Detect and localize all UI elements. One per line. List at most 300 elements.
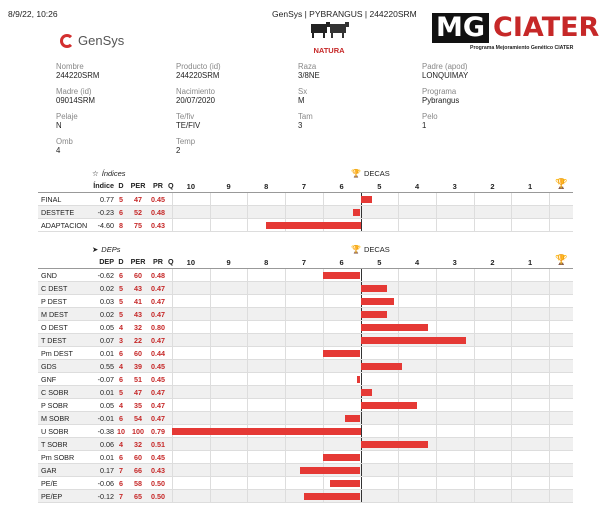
deca-value: 6 (119, 207, 123, 217)
grid-line (474, 219, 475, 231)
grid-line (247, 490, 248, 502)
print-date: 8/9/22, 10:26 (8, 9, 58, 19)
grid-line (210, 295, 211, 307)
grid-line (172, 399, 173, 411)
grid-line (210, 206, 211, 218)
deca-value: 3 (119, 335, 123, 345)
deca-bar (361, 298, 395, 305)
info-label: Nacimiento (176, 87, 215, 96)
grid-line (474, 321, 475, 333)
precision-value: 0.45 (151, 361, 165, 371)
grid-line (210, 438, 211, 450)
deca-value: 4 (119, 322, 123, 332)
deca-label: 5 (377, 182, 382, 191)
trait-name: PE/E (41, 478, 58, 488)
precision-value: 0.47 (151, 413, 165, 423)
deca-value: 5 (119, 309, 123, 319)
grid-line (474, 206, 475, 218)
info-value: M (298, 96, 305, 105)
star-icon: ☆ (92, 169, 99, 178)
grid-line (511, 308, 512, 320)
precision-value: 0.50 (151, 478, 165, 488)
trait-value: -0.12 (97, 491, 114, 501)
grid-line (285, 490, 286, 502)
deca-value: 6 (119, 374, 123, 384)
grid-line (436, 464, 437, 476)
grid-line (361, 269, 362, 281)
grid-line (210, 386, 211, 398)
deca-label: 10 (186, 182, 196, 191)
grid-line (398, 425, 399, 437)
grid-line (511, 425, 512, 437)
grid-line (172, 334, 173, 346)
info-value: 20/07/2020 (176, 96, 216, 105)
info-field (176, 87, 215, 105)
table-row (38, 219, 573, 232)
precision-value: 0.47 (151, 296, 165, 306)
deca-label: 3 (452, 182, 457, 191)
grid-line (172, 308, 173, 320)
grid-line (247, 347, 248, 359)
grid-line (361, 373, 362, 385)
grid-line (172, 321, 173, 333)
info-field (422, 62, 468, 80)
trait-value: 0.02 (100, 283, 114, 293)
trait-value: -0.06 (97, 478, 114, 488)
grid-line (210, 412, 211, 424)
table-row (38, 269, 573, 282)
percentile-value: 35 (134, 400, 142, 410)
grid-line (436, 373, 437, 385)
info-value: LONQUIMAY (422, 71, 469, 80)
trait-value: 0.01 (100, 452, 114, 462)
grid-line (436, 308, 437, 320)
deca-bar (361, 402, 418, 409)
deps-decas-title: 🏆 DECAS (351, 245, 390, 254)
precision-value: 0.45 (151, 374, 165, 384)
tag-icon: ➤ (92, 245, 99, 254)
grid-line (511, 399, 512, 411)
grid-line (474, 269, 475, 281)
trait-value: 0.05 (100, 400, 114, 410)
grid-line (285, 206, 286, 218)
percentile-value: 32 (134, 439, 142, 449)
trophy-icon: 🏆 (555, 179, 568, 190)
info-field (422, 112, 438, 130)
percentile-value: 66 (134, 465, 142, 475)
info-value: TE/FIV (176, 121, 201, 130)
deca-label: 2 (490, 182, 495, 191)
info-field (298, 87, 307, 105)
deca-value: 7 (119, 491, 123, 501)
grid-line (323, 438, 324, 450)
grid-line (323, 206, 324, 218)
table-row (38, 347, 573, 360)
grid-line (210, 477, 211, 489)
column-header: Índice (93, 181, 114, 190)
grid-line (549, 438, 550, 450)
grid-line (549, 219, 550, 231)
grid-line (172, 451, 173, 463)
trait-name: P DEST (41, 296, 67, 306)
grid-line (285, 360, 286, 372)
grid-line (361, 219, 362, 231)
table-row (38, 386, 573, 399)
mg-tagline: Programa Mejoramiento Genético CIATER (470, 45, 574, 51)
deca-bar (361, 363, 402, 370)
precision-value: 0.45 (151, 452, 165, 462)
grid-line (474, 399, 475, 411)
table-row (38, 193, 573, 206)
grid-line (210, 282, 211, 294)
grid-line (549, 412, 550, 424)
table-row (38, 425, 573, 438)
grid-line (398, 219, 399, 231)
grid-line (210, 451, 211, 463)
grid-line (398, 193, 399, 205)
grid-line (247, 451, 248, 463)
deca-label: 9 (226, 182, 231, 191)
trait-name: T SOBR (41, 439, 68, 449)
grid-line (436, 425, 437, 437)
grid-line (549, 373, 550, 385)
grid-line (172, 477, 173, 489)
grid-line (549, 193, 550, 205)
percentile-value: 47 (134, 194, 142, 204)
grid-line (511, 347, 512, 359)
grid-line (247, 386, 248, 398)
trait-name: GNF (41, 374, 57, 384)
percentile-value: 100 (132, 426, 144, 436)
trait-value: 0.55 (100, 361, 114, 371)
precision-value: 0.80 (151, 322, 165, 332)
grid-line (474, 334, 475, 346)
table-row (38, 282, 573, 295)
grid-line (474, 373, 475, 385)
indices-decas-title: 🏆 DECAS (351, 169, 390, 178)
percentile-value: 60 (134, 452, 142, 462)
grid-line (474, 438, 475, 450)
table-row (38, 373, 573, 386)
grid-line (285, 438, 286, 450)
info-value: 1 (422, 121, 427, 130)
trait-name: M SOBR (41, 413, 70, 423)
trait-name: Pm SOBR (41, 452, 75, 462)
grid-line (247, 321, 248, 333)
grid-line (172, 282, 173, 294)
grid-line (511, 490, 512, 502)
grid-line (361, 451, 362, 463)
grid-line (285, 373, 286, 385)
grid-line (247, 308, 248, 320)
grid-line (436, 269, 437, 281)
grid-line (172, 386, 173, 398)
deca-bar (323, 350, 361, 357)
grid-line (511, 477, 512, 489)
info-field (298, 112, 313, 130)
deca-bar (361, 196, 372, 203)
info-label: Raza (298, 62, 317, 71)
grid-line (323, 373, 324, 385)
trait-value: 0.17 (100, 465, 114, 475)
precision-value: 0.47 (151, 335, 165, 345)
grid-line (247, 399, 248, 411)
grid-line (474, 308, 475, 320)
trait-name: T DEST (41, 335, 67, 345)
mg-logo-text: MG (432, 13, 489, 43)
info-field (56, 112, 78, 130)
natura-logo (308, 18, 350, 55)
deca-bar (304, 493, 361, 500)
grid-line (210, 321, 211, 333)
deca-label: 1 (528, 258, 533, 267)
grid-line (549, 321, 550, 333)
deca-value: 4 (119, 400, 123, 410)
grid-line (285, 282, 286, 294)
grid-line (436, 399, 437, 411)
grid-line (511, 373, 512, 385)
grid-line (398, 386, 399, 398)
grid-line (549, 464, 550, 476)
gensys-logo (60, 33, 124, 48)
grid-line (436, 219, 437, 231)
info-field (176, 137, 195, 155)
grid-line (511, 438, 512, 450)
deca-bar (266, 222, 360, 229)
grid-line (549, 334, 550, 346)
deca-bar (361, 324, 429, 331)
deca-value: 10 (117, 426, 125, 436)
column-header: PER (130, 257, 146, 266)
grid-line (247, 206, 248, 218)
grid-line (285, 295, 286, 307)
precision-value: 0.44 (151, 348, 165, 358)
grid-line (247, 464, 248, 476)
percentile-value: 58 (134, 478, 142, 488)
trait-value: 0.01 (100, 387, 114, 397)
grid-line (474, 477, 475, 489)
page-title: GenSys | PYBRANGUS | 244220SRM (272, 9, 417, 19)
deca-bar (323, 454, 361, 461)
deca-bar (330, 480, 360, 487)
trophy-icon: 🏆 (351, 245, 361, 254)
gensys-swirl-icon (60, 34, 74, 48)
table-row (38, 206, 573, 219)
grid-line (549, 386, 550, 398)
grid-line (549, 282, 550, 294)
grid-line (172, 438, 173, 450)
deca-value: 5 (119, 283, 123, 293)
percentile-value: 22 (134, 335, 142, 345)
trait-name: P SOBR (41, 400, 69, 410)
trait-value: 0.06 (100, 439, 114, 449)
grid-line (549, 477, 550, 489)
deca-label: 1 (528, 182, 533, 191)
grid-line (210, 373, 211, 385)
deca-bar (361, 389, 372, 396)
grid-line (398, 464, 399, 476)
grid-line (398, 269, 399, 281)
deca-bar (323, 272, 361, 279)
grid-line (323, 193, 324, 205)
precision-value: 0.47 (151, 309, 165, 319)
grid-line (436, 438, 437, 450)
grid-line (285, 347, 286, 359)
info-value: 244220SRM (176, 71, 220, 80)
grid-line (474, 193, 475, 205)
grid-line (398, 308, 399, 320)
grid-line (210, 269, 211, 281)
grid-line (474, 360, 475, 372)
deca-bar (361, 285, 387, 292)
deca-label: 10 (186, 258, 196, 267)
grid-line (210, 193, 211, 205)
deca-value: 5 (119, 296, 123, 306)
grid-line (323, 477, 324, 489)
grid-line (247, 219, 248, 231)
trait-value: 0.02 (100, 309, 114, 319)
grid-line (361, 206, 362, 218)
grid-line (549, 399, 550, 411)
grid-line (398, 295, 399, 307)
grid-line (511, 206, 512, 218)
deca-bar (357, 376, 361, 383)
grid-line (436, 386, 437, 398)
deca-label: 2 (490, 258, 495, 267)
percentile-value: 65 (134, 491, 142, 501)
grid-line (511, 464, 512, 476)
table-header-row (38, 179, 573, 193)
precision-value: 0.51 (151, 439, 165, 449)
grid-line (172, 295, 173, 307)
trait-value: 0.07 (100, 335, 114, 345)
precision-value: 0.43 (151, 220, 165, 230)
table-row (38, 295, 573, 308)
grid-line (474, 295, 475, 307)
table-row (38, 412, 573, 425)
trait-name: GDS (41, 361, 57, 371)
percentile-value: 47 (134, 387, 142, 397)
table-row (38, 308, 573, 321)
deca-label: 3 (452, 258, 457, 267)
deca-value: 8 (119, 220, 123, 230)
table-row (38, 360, 573, 373)
grid-line (172, 490, 173, 502)
info-value: 244220SRM (56, 71, 100, 80)
grid-line (323, 321, 324, 333)
grid-line (210, 464, 211, 476)
trait-value: -0.38 (97, 426, 114, 436)
grid-line (210, 490, 211, 502)
grid-line (210, 334, 211, 346)
grid-line (247, 193, 248, 205)
grid-line (474, 464, 475, 476)
grid-line (285, 269, 286, 281)
grid-line (398, 373, 399, 385)
trait-name: M DEST (41, 309, 69, 319)
table-row (38, 490, 573, 503)
deca-bar (300, 467, 360, 474)
grid-line (474, 282, 475, 294)
trait-name: C SOBR (41, 387, 69, 397)
info-label: Sx (298, 87, 308, 96)
grid-line (511, 219, 512, 231)
grid-line (549, 451, 550, 463)
mg-ciater-logo (432, 12, 600, 51)
percentile-value: 51 (134, 374, 142, 384)
grid-line (511, 451, 512, 463)
trait-value: -0.01 (97, 413, 114, 423)
column-header: PER (130, 181, 146, 190)
info-field (56, 62, 99, 80)
column-header: Q (168, 257, 174, 266)
grid-line (247, 477, 248, 489)
grid-line (285, 412, 286, 424)
trait-name: ADAPTACION (41, 220, 88, 230)
deca-label: 9 (226, 258, 231, 267)
precision-value: 0.48 (151, 207, 165, 217)
grid-line (436, 321, 437, 333)
grid-line (398, 451, 399, 463)
grid-line (172, 269, 173, 281)
deca-label: 5 (377, 258, 382, 267)
grid-line (398, 490, 399, 502)
deca-bar (361, 441, 429, 448)
deca-value: 6 (119, 413, 123, 423)
grid-line (436, 451, 437, 463)
deca-bar (172, 428, 361, 435)
info-label: Nombre (56, 62, 84, 71)
info-value: 3/8NE (298, 71, 320, 80)
grid-line (398, 477, 399, 489)
info-value: N (56, 121, 62, 130)
precision-value: 0.43 (151, 465, 165, 475)
info-field (56, 87, 95, 105)
grid-line (549, 206, 550, 218)
table-row (38, 399, 573, 412)
trait-value: -0.62 (97, 270, 114, 280)
grid-line (436, 295, 437, 307)
info-label: Padre (apod) (422, 62, 468, 71)
trait-value: -4.60 (97, 220, 114, 230)
trait-name: FINAL (41, 194, 62, 204)
deca-bar (361, 311, 387, 318)
percentile-value: 54 (134, 413, 142, 423)
deca-value: 4 (119, 439, 123, 449)
grid-line (549, 360, 550, 372)
grid-line (474, 490, 475, 502)
deca-label: 8 (264, 182, 269, 191)
deca-label: 6 (339, 258, 344, 267)
deca-value: 6 (119, 452, 123, 462)
trait-value: 0.77 (100, 194, 114, 204)
column-header: D (118, 257, 124, 266)
grid-line (172, 206, 173, 218)
info-label: Pelo (422, 112, 438, 121)
info-value: 3 (298, 121, 303, 130)
grid-line (172, 360, 173, 372)
table-row (38, 321, 573, 334)
deca-label: 4 (414, 258, 420, 267)
indices-title: ☆ Índices (92, 169, 126, 178)
grid-line (285, 308, 286, 320)
precision-value: 0.45 (151, 194, 165, 204)
precision-value: 0.48 (151, 270, 165, 280)
grid-line (210, 219, 211, 231)
grid-line (549, 347, 550, 359)
column-header: D (118, 181, 124, 190)
grid-line (511, 269, 512, 281)
